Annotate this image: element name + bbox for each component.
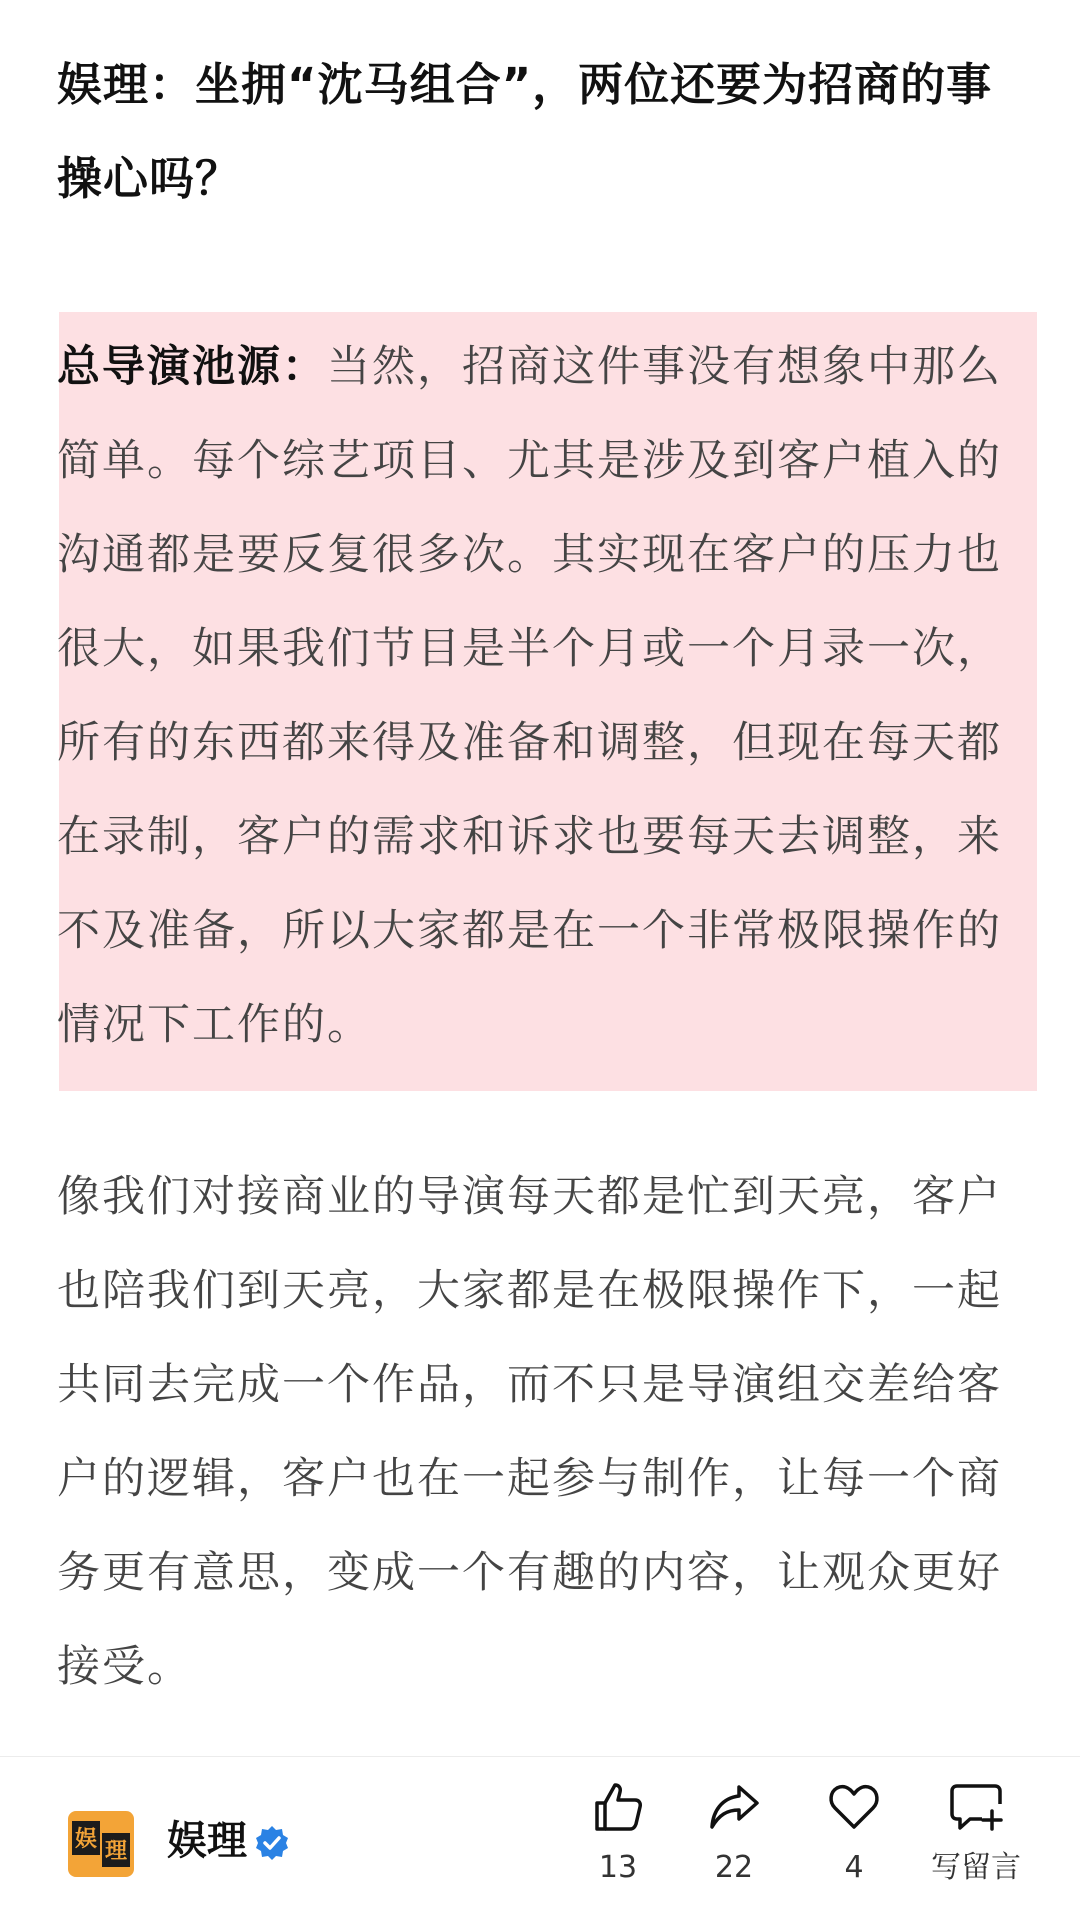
question-text: 娱理：坐拥“沈马组合”，两位还要为招商的事操心吗？ — [57, 58, 993, 205]
heart-icon — [826, 1779, 882, 1835]
share-button[interactable] — [674, 1779, 794, 1909]
comment-label: 写留言 — [931, 1850, 1021, 1885]
answer-content: 当然，招商这件事没有想象中那么简单。每个综艺项目、尤其是涉及到客户植入的沟通都是要反复很多次。其实现在客户的压力也很大，如果我们节目是半个月或一个月录一次，所有的东西都来得及准备和调整，但现在每天都在录制，客户的需求和诉求也要每天去调整，来不及准备，所以大家都是在一个非常极限操作的情况下工作的。 — [57, 342, 1002, 1050]
answer-speaker: 总导演池源： — [57, 342, 327, 392]
thumbs-up-icon — [590, 1779, 646, 1835]
like-button[interactable] — [558, 1779, 678, 1909]
share-arrow-icon — [706, 1779, 762, 1835]
write-comment-button[interactable] — [916, 1779, 1036, 1909]
favorite-button[interactable] — [794, 1779, 914, 1909]
logo-char-1: 娱 — [74, 1827, 98, 1852]
favorite-count: 4 — [844, 1850, 864, 1885]
account-logo-icon[interactable] — [68, 1811, 134, 1877]
comment-add-icon — [948, 1779, 1004, 1835]
answer-paragraph — [57, 312, 1023, 1072]
like-count: 13 — [598, 1850, 638, 1885]
footer-bar — [0, 1757, 1080, 1922]
article-body — [57, 0, 1023, 226]
share-count: 22 — [714, 1850, 754, 1885]
author-name[interactable]: 娱理 — [167, 1818, 247, 1864]
body-paragraph: 像我们对接商业的导演每天都是忙到天亮，客户也陪我们到天亮，大家都是在极限操作下，一起共同去完成一个作品，而不只是导演组交差给客户的逻辑，客户也在一起参与制作，让每一个商务更有意思，变成一个有趣的内容，让观众更好接受。 — [57, 1172, 1002, 1692]
verified-badge-icon — [254, 1825, 290, 1861]
logo-char-2: 理 — [104, 1839, 128, 1864]
